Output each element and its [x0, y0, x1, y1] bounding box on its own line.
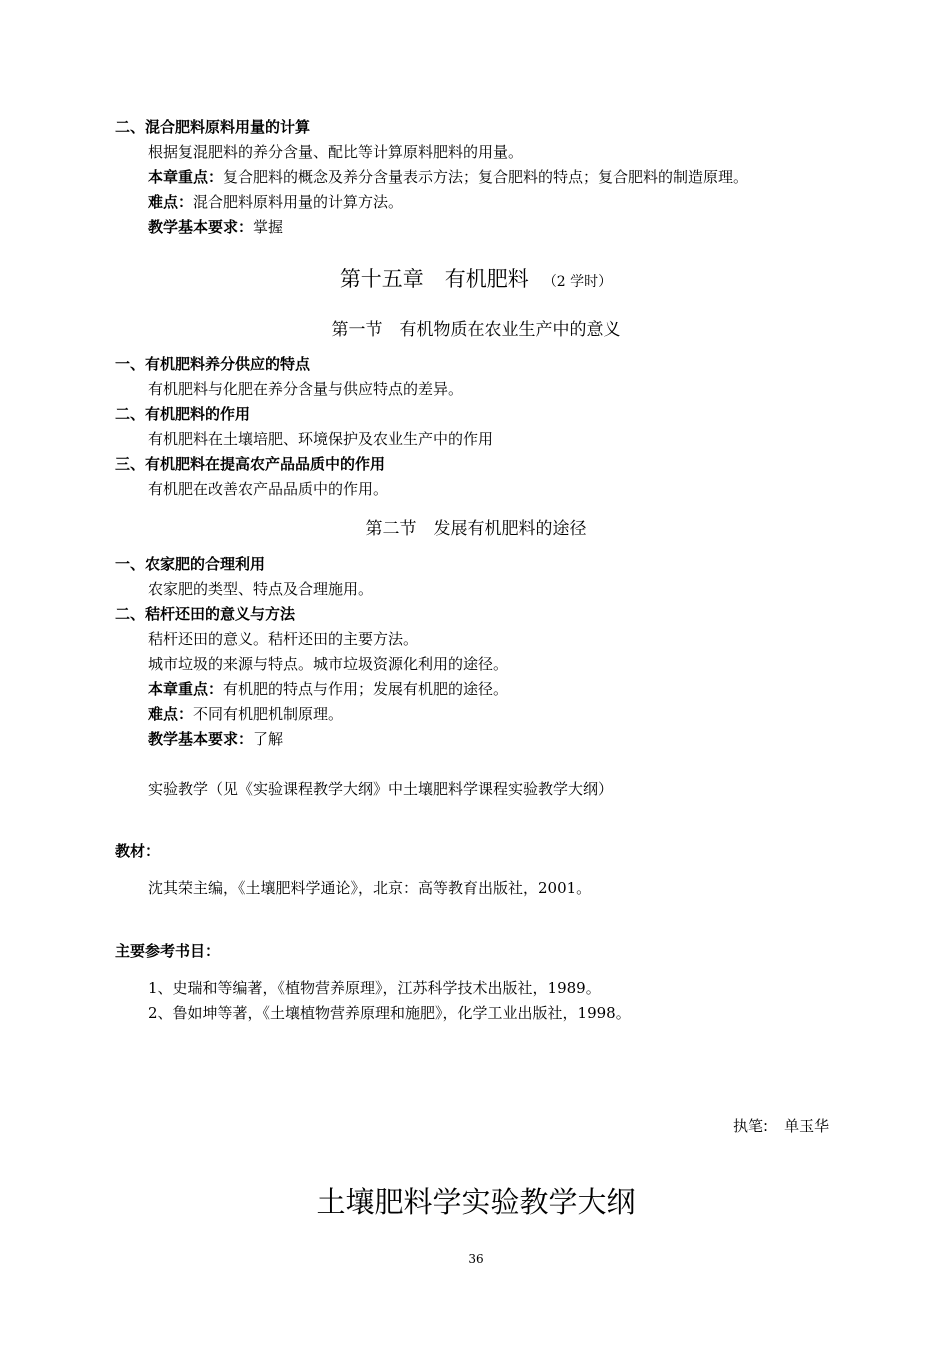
- section1-item1-heading: 一、有机肥料养分供应的特点: [115, 355, 311, 373]
- requirement-text: 了解: [253, 730, 284, 748]
- chapter-title: [0, 263, 952, 293]
- key-points-label: 本章重点：: [148, 680, 224, 698]
- next-document-title: 土壤肥料学实验教学大纲: [316, 1185, 636, 1219]
- section1-item2-body: 有机肥料在土壤培肥、环境保护及农业生产中的作用: [148, 430, 494, 448]
- author-label: 执笔:: [733, 1117, 769, 1135]
- section2-title: 第二节 发展有机肥料的途径: [365, 519, 587, 539]
- references-label: 主要参考书目：: [115, 942, 221, 960]
- difficulty-text: 混合肥料原料用量的计算方法。: [193, 193, 404, 211]
- page-number: 36: [468, 1252, 484, 1266]
- author-signature: [733, 1115, 829, 1136]
- prev-key-points: [148, 166, 748, 187]
- key-points-text: 有机肥的特点与作用；发展有机肥的途径。: [223, 680, 509, 698]
- author-name: 单玉华: [784, 1117, 830, 1135]
- prev-difficulty: [148, 191, 403, 212]
- difficulty-label: 难点：: [148, 705, 194, 723]
- prev-requirement: [148, 216, 283, 237]
- experiment-note: 实验教学（见《实验课程教学大纲》中土壤肥料学课程实验教学大纲）: [148, 780, 614, 798]
- section2-item1-heading: 一、农家肥的合理利用: [115, 555, 266, 573]
- section1-item1-body: 有机肥料与化肥在养分含量与供应特点的差异。: [148, 380, 464, 398]
- requirement-label: 教学基本要求：: [148, 730, 254, 748]
- textbook-entry: 沈其荣主编，《土壤肥料学通论》，北京：高等教育出版社，2001。: [148, 879, 592, 897]
- section2-difficulty: [148, 703, 343, 724]
- difficulty-text: 不同有机肥机制原理。: [193, 705, 344, 723]
- section2-key-points: [148, 678, 508, 699]
- section1-title: 第一节 有机物质在农业生产中的意义: [331, 320, 621, 340]
- difficulty-label: 难点：: [148, 193, 194, 211]
- section2-requirement: [148, 728, 283, 749]
- requirement-label: 教学基本要求：: [148, 218, 254, 236]
- chapter-title-text: 第十五章 有机肥料: [339, 267, 529, 291]
- requirement-text: 掌握: [253, 218, 284, 236]
- key-points-text: 复合肥料的概念及养分含量表示方法；复合肥料的特点；复合肥料的制造原理。: [223, 168, 749, 186]
- section2-item1-body: 农家肥的类型、特点及合理施用。: [148, 580, 374, 598]
- section2-item2-body-2: 城市垃圾的来源与特点。城市垃圾资源化利用的途径。: [148, 655, 509, 673]
- reference-item-1: 1、史瑞和等编著，《植物营养原理》，江苏科学技术出版社，1989。: [148, 979, 601, 997]
- section2-item2-heading: 二、秸杆还田的意义与方法: [115, 605, 296, 623]
- prev-section-heading: 二、混合肥料原料用量的计算: [115, 118, 311, 136]
- section1-item3-heading: 三、有机肥料在提高农产品品质中的作用: [115, 455, 386, 473]
- textbook-label: 教材：: [115, 842, 161, 860]
- chapter-hours: （2 学时）: [542, 274, 613, 290]
- section1-item3-body: 有机肥在改善农产品品质中的作用。: [148, 480, 389, 498]
- prev-section-body: 根据复混肥料的养分含量、配比等计算原料肥料的用量。: [148, 143, 524, 161]
- section2-item2-body-1: 秸杆还田的意义。秸杆还田的主要方法。: [148, 630, 419, 648]
- section1-item2-heading: 二、有机肥料的作用: [115, 405, 251, 423]
- key-points-label: 本章重点：: [148, 168, 224, 186]
- reference-item-2: 2、鲁如坤等著，《土壤植物营养原理和施肥》，化学工业出版社，1998。: [148, 1004, 631, 1022]
